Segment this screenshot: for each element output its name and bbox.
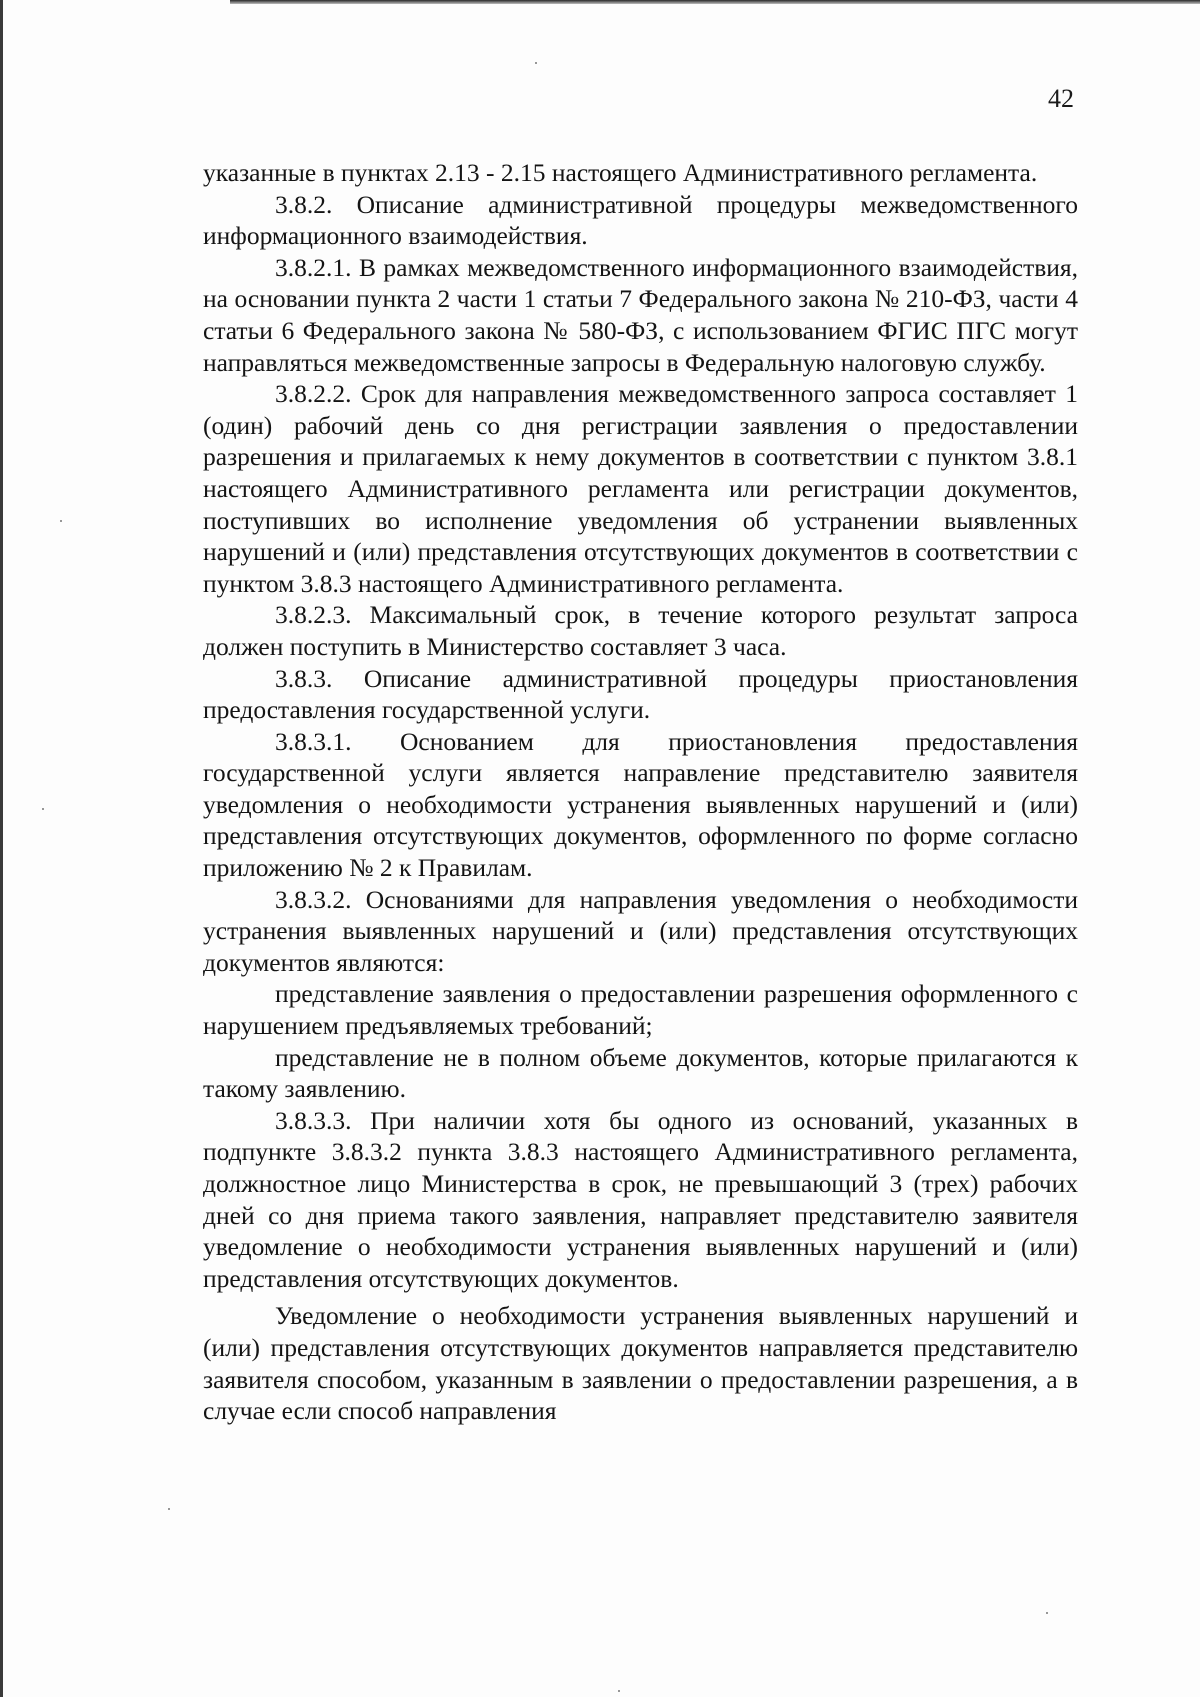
paragraph-continuation: указанные в пунктах 2.13 - 2.15 настоящего Административного регламента. bbox=[203, 158, 1038, 187]
scan-speck bbox=[535, 62, 537, 64]
paragraph-3-8-2-3: 3.8.2.3. Максимальный срок, в течение которого результат запроса должен поступить в Министерство составляет 3 часа. bbox=[203, 600, 1078, 661]
scan-speck bbox=[618, 1690, 620, 1692]
scan-speck bbox=[1046, 1612, 1048, 1614]
document-body bbox=[203, 157, 1078, 1427]
paragraph-notification: Уведомление о необходимости устранения выявленных нарушений и (или) представления отсутствующих документов направляется представителю заявителя способом, указанным в заявлении о предоставлении разрешения, а в случае если способ направления bbox=[203, 1301, 1078, 1426]
scan-speck bbox=[60, 520, 62, 522]
paragraph-3-8-3-3: 3.8.3.3. При наличии хотя бы одного из оснований, указанных в подпункте 3.8.3.2 пункта 3.8.3 настоящего Административного регламента, должностное лицо Министерства в срок, не превышающий 3 (трех) рабочих дней со дня приема такого заявления, направляет представителю заявителя уведомление о необходимости устранения выявленных нарушений и (или) представления отсутствующих документов. bbox=[203, 1105, 1078, 1293]
paragraph-3-8-2-1: 3.8.2.1. В рамках межведомственного информационного взаимодействия, на основании пункта 2 части 1 статьи 7 Федерального закона № 210-ФЗ, части 4 статьи 6 Федерального закона № 580-ФЗ, с использованием ФГИС ПГС могут направляться межведомственные запросы в Федеральную налоговую службу. bbox=[203, 252, 1078, 377]
paragraph-list-item-1: представление заявления о предоставлении разрешения оформленного с нарушением предъявляемых требований; bbox=[203, 979, 1078, 1041]
page-number: 42 bbox=[1048, 84, 1074, 113]
paragraph-3-8-2-2: 3.8.2.2. Срок для направления межведомственного запроса составляет 1 (один) рабочий день со дня регистрации заявления о предоставлении разрешения и прилагаемых к нему документов в соответствии с пунктом 3.8.1 настоящего Административного регламента или регистрации документов, поступивших во исполнение уведомления об устранении выявленных нарушений и (или) представления отсутствующих документов в соответствии с пунктом 3.8.3 настоящего Административного регламента. bbox=[203, 379, 1078, 598]
scan-speck bbox=[168, 1508, 170, 1510]
scan-edge-left bbox=[0, 0, 3, 1697]
paragraph-3-8-2: 3.8.2. Описание административной процедуры межведомственного информационного взаимодействия. bbox=[203, 189, 1078, 251]
paragraph-3-8-3: 3.8.3. Описание административной процедуры приостановления предоставления государственной услуги. bbox=[203, 663, 1078, 725]
scan-edge-top bbox=[230, 0, 1200, 4]
paragraph-3-8-3-2: 3.8.3.2. Основаниями для направления уведомления о необходимости устранения выявленных нарушений и (или) представления отсутствующих документов являются: bbox=[203, 884, 1078, 977]
scan-speck bbox=[42, 808, 44, 810]
paragraph-list-item-2: представление не в полном объеме документов, которые прилагаются к такому заявлению. bbox=[203, 1042, 1078, 1104]
paragraph-3-8-3-1: 3.8.3.1. Основанием для приостановления предоставления государственной услуги является направление представителю заявителя уведомления о необходимости устранения выявленных нарушений и (или) представления отсутствующих документов, оформленного по форме согласно приложению № 2 к Правилам. bbox=[203, 726, 1078, 883]
